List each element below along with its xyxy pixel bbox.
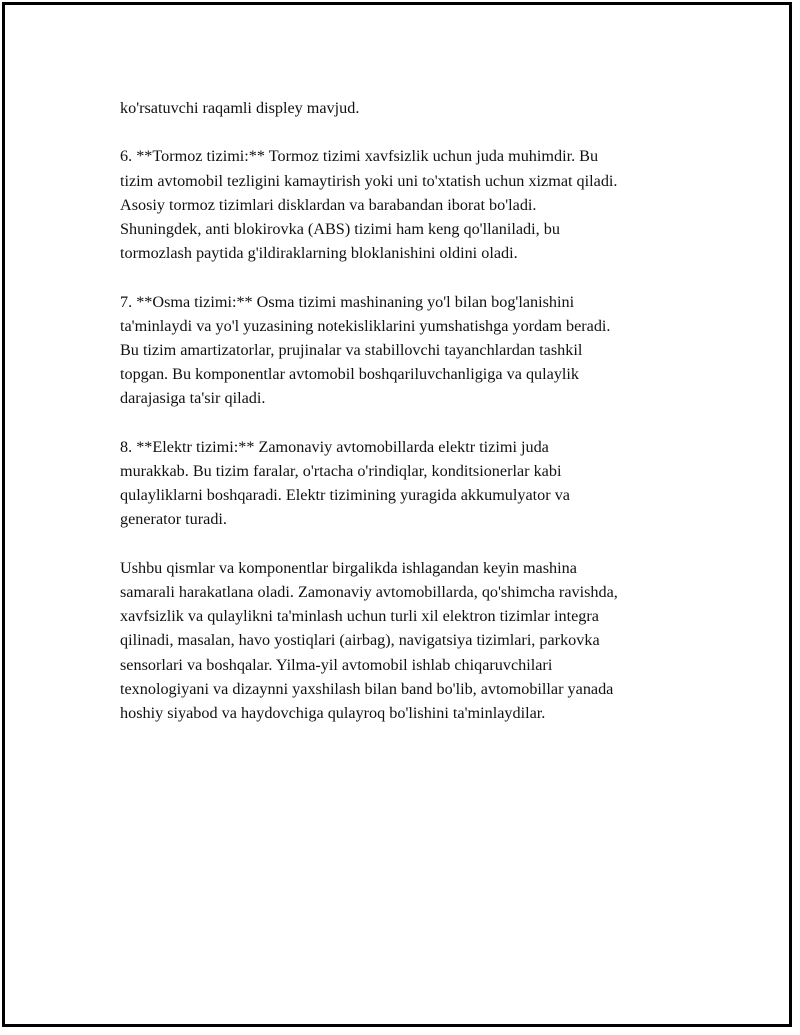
text-line: generator turadi. [120, 510, 227, 529]
text-line: ko'rsatuvchi raqamli displey mavjud. [120, 99, 360, 117]
text-line: Asosiy tormoz tizimlari disklardan va barabandan iborat bo'ladi. [120, 195, 537, 214]
paragraph-electrical-system [120, 435, 720, 532]
text-line: qulayliklarni boshqaradi. Elektr tizimining yuragida akkumulyator va [120, 486, 570, 505]
text-line: 7. **Osma tizimi:** Osma tizimi mashinaning yo'l bilan bog'lanishini [120, 292, 575, 311]
paragraph-brake-system [120, 144, 720, 265]
text-line: tizim avtomobil tezligini kamaytirish yoki uni to'xtatish uchun xizmat qiladi. [120, 171, 618, 190]
text-line: darajasiga ta'sir qiladi. [120, 389, 266, 408]
document-body [120, 96, 720, 749]
text-line: Shuningdek, anti blokirovka (ABS) tizimi ham keng qo'llaniladi, bu [120, 220, 560, 238]
text-line: qilinadi, masalan, havo yostiqlari (airbag), navigatsiya tizimlari, parkovka [120, 631, 600, 650]
text-line: sensorlari va boshqalar. Yilma-yil avtomobil ishlab chiqaruvchilari [120, 655, 553, 674]
text-line: tormozlash paytida g'ildiraklarning bloklanishini oldini oladi. [120, 244, 518, 263]
text-line: Bu tizim amartizatorlar, prujinalar va stabillovchi tayanchlardan tashkil [120, 341, 583, 359]
paragraph-suspension-system [120, 290, 720, 411]
text-line: hoshiy siyabod va haydovchiga qulayroq bo'lishini ta'minlaydilar. [120, 704, 546, 723]
text-line: ta'minlaydi va yo'l yuzasining notekisliklarini yumshatishga yordam beradi. [120, 316, 611, 335]
text-line: samarali harakatlana oladi. Zamonaviy avtomobillarda, qo'shimcha ravishda, [120, 583, 618, 601]
text-line: 8. **Elektr tizimi:** Zamonaviy avtomobillarda elektr tizimi juda [120, 437, 549, 456]
paragraph-conclusion [120, 556, 720, 725]
text-line: Ushbu qismlar va komponentlar birgalikda ishlagandan keyin mashina [120, 558, 577, 577]
text-line: murakkab. Bu tizim faralar, o'rtacha o'rindiqlar, konditsionerlar kabi [120, 462, 562, 480]
text-line: 6. **Tormoz tizimi:** Tormoz tizimi xavfsizlik uchun juda muhimdir. Bu [120, 147, 599, 166]
text-line: xavfsizlik va qulaylikni ta'minlash uchun turli xil elektron tizimlar integra [120, 607, 599, 626]
text-line: texnologiyani va dizaynni yaxshilash bilan band bo'lib, avtomobillar yanada [120, 679, 614, 698]
text-line: topgan. Bu komponentlar avtomobil boshqariluvchanligiga va qulaylik [120, 365, 580, 384]
document-page [2, 2, 792, 1027]
paragraph-display-continuation [120, 96, 720, 120]
